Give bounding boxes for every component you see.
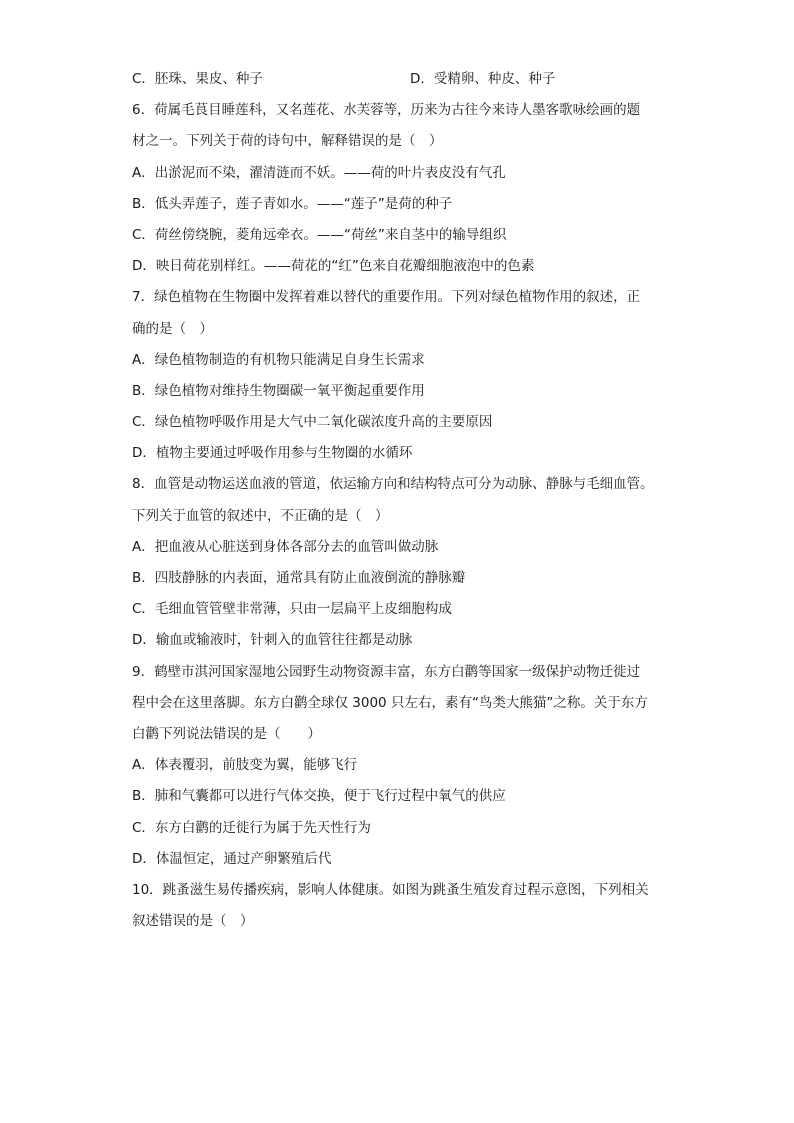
q9-option-b: B．肺和气囊都可以进行气体交换，便于飞行过程中氧气的供应	[132, 788, 506, 805]
q5-options-row	[132, 64, 692, 95]
q7-option-a: A．绿色植物制造的有机物只能满足自身生长需求	[132, 351, 425, 368]
q7-option-b: B．绿色植物对维持生物圈碳一氧平衡起重要作用	[132, 382, 425, 399]
q9-stem-line: 程中会在这里落脚。东方白鹳全球仅 3000 只左右，素有“鸟类大熊猫”之称。关于东方	[132, 694, 648, 711]
q8-option-d: D．输血或输液时，针刺入的血管往往都是动脉	[132, 632, 413, 649]
q7-option-c: C．绿色植物呼吸作用是大气中二氧化碳浓度升高的主要原因	[132, 414, 493, 431]
q6-stem-line: 材之一。下列关于荷的诗句中，解释错误的是（ ）	[132, 133, 443, 150]
q8-stem-line: 8．血管是动物运送血液的管道，依运输方向和结构特点可分为动脉、静脉与毛细血管。	[132, 476, 654, 493]
q6-option-b: B．低头弄莲子，莲子青如水。——“莲子”是荷的种子	[132, 195, 453, 212]
q8-option-c: C．毛细血管管壁非常薄，只由一层扁平上皮细胞构成	[132, 601, 452, 618]
q7-stem-line: 7．绿色植物在生物圈中发挥着难以替代的重要作用。下列对绿色植物作用的叙述，正	[132, 289, 641, 306]
q9-option-c: C．东方白鹳的迁徙行为属于先天性行为	[132, 819, 371, 836]
q5-option-c: C．胚珠、果皮、种子	[132, 71, 263, 87]
q8-stem-line: 下列关于血管的叙述中，不正确的是（ ）	[132, 507, 389, 524]
q9-stem-line: 9．鹤壁市淇河国家湿地公园野生动物资源丰富，东方白鹳等国家一级保护动物迁徙过	[132, 663, 641, 680]
question-9	[132, 657, 692, 875]
q6-option-a: A．出淤泥而不染，濯清涟而不妖。——荷的叶片表皮没有气孔	[132, 164, 506, 181]
question-10	[132, 875, 692, 937]
q6-option-c: C．荷丝傍绕腕，菱角远牵衣。——“荷丝”来自茎中的输导组织	[132, 226, 507, 243]
q5-option-d: D．受精卵、种皮、种子	[410, 71, 556, 87]
question-7	[132, 282, 692, 469]
question-8	[132, 469, 692, 656]
q8-option-a: A．把血液从心脏送到身体各部分去的血管叫做动脉	[132, 538, 439, 555]
q10-stem-line: 10．跳蚤滋生易传播疾病，影响人体健康。如图为跳蚤生殖发育过程示意图，下列相关	[132, 881, 649, 898]
question-list	[132, 64, 692, 937]
q7-option-d: D．植物主要通过呼吸作用参与生物圈的水循环	[132, 445, 413, 462]
q9-option-a: A．体表覆羽，前肢变为翼，能够飞行	[132, 757, 358, 774]
q6-stem-line: 6．荷属毛茛目睡莲科，又名莲花、水芙蓉等，历来为古往今来诗人墨客歌咏绘画的题	[132, 102, 641, 119]
q7-stem-line: 确的是（ ）	[132, 320, 213, 337]
question-6	[132, 95, 692, 282]
q9-stem-line: 白鹳下列说法错误的是（ ）	[132, 725, 321, 742]
q10-stem-line: 叙述错误的是（ ）	[132, 913, 254, 930]
q6-option-d: D．映日荷花别样红。——荷花的“红”色来自花瓣细胞液泡中的色素	[132, 258, 535, 275]
q8-option-b: B．四肢静脉的内表面，通常具有防止血液倒流的静脉瓣	[132, 570, 466, 586]
q9-option-d: D．体温恒定，通过产卵繁殖后代	[132, 850, 332, 867]
